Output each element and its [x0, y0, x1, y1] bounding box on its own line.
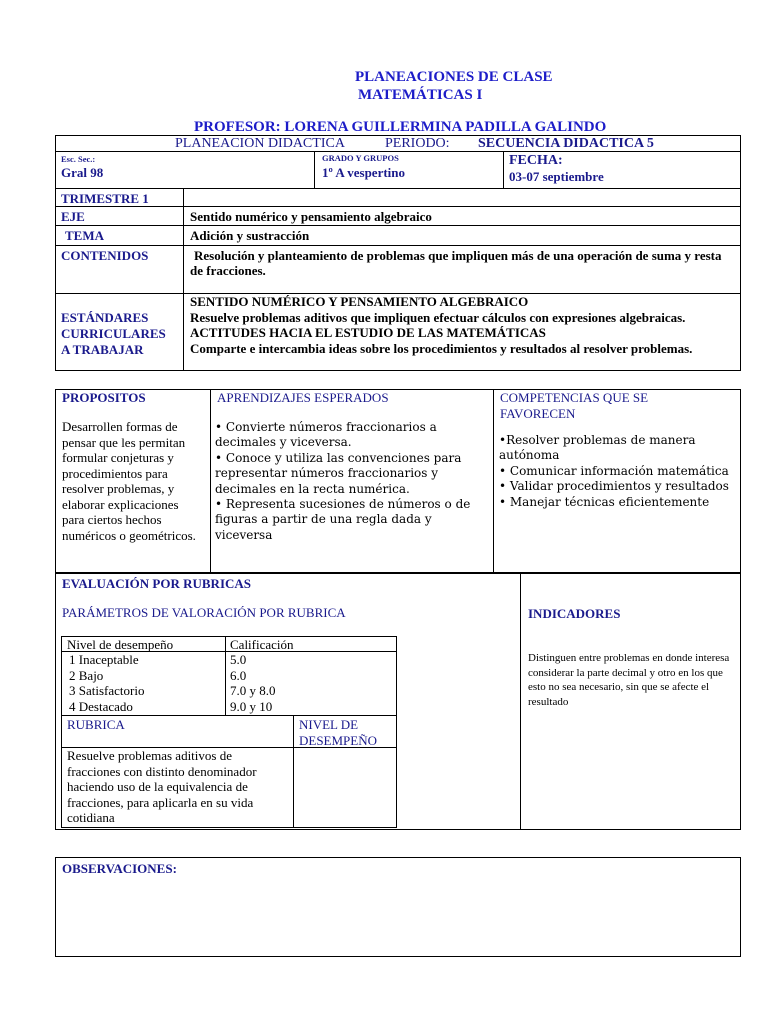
nivel-column: [69, 652, 144, 714]
profesor-name: PROFESOR: LORENA GUILLERMINA PADILLA GALINDO: [194, 119, 607, 135]
grado-value: 1º A vespertino: [322, 165, 406, 180]
parametros-label: PARÁMETROS DE VALORACIÓN POR RUBRICA: [62, 605, 346, 620]
table-row: 3 Satisfactorio: [69, 683, 145, 698]
evaluacion-header: EVALUACIÓN POR RUBRICAS: [62, 576, 252, 591]
aprendizaje-item: • Convierte números fraccionarios a decimales y viceversa.: [215, 420, 437, 450]
contenidos-label: CONTENIDOS: [61, 248, 149, 263]
tema-value: Adición y sustracción: [190, 228, 310, 243]
contenidos-value: Resolución y planteamiento de problemas que impliquen más de una operación de suma y resta de fracciones.: [190, 248, 722, 278]
esc-value: Gral 98: [61, 165, 104, 180]
title-line-2: MATEMÁTICAS I: [358, 87, 483, 103]
periodo-value: SECUENCIA DIDACTICA 5: [478, 136, 654, 151]
indicadores-header: INDICADORES: [528, 606, 621, 621]
competencias-header: COMPETENCIAS QUE SE FAVORECEN: [500, 390, 649, 421]
table-row: 1 Inaceptable: [69, 652, 139, 667]
trimestre-label: TRIMESTRE 1: [61, 191, 149, 206]
aprendizajes-list: [215, 420, 487, 543]
planeacion-label: PLANEACION DIDACTICA: [175, 136, 345, 151]
table-cell: 6.0: [230, 667, 247, 683]
aprendizaje-item: • Representa sucesiones de números o de figuras a partir de una regla dada y viceversa: [215, 497, 471, 542]
table-row: 4 Destacado: [69, 698, 133, 714]
rubrica-header: RUBRICA: [67, 717, 125, 732]
tema-label: TEMA: [65, 228, 104, 243]
competencia-item: • Manejar técnicas eficientemente: [499, 494, 710, 509]
competencia-item: • Validar procedimientos y resultados: [499, 479, 729, 494]
fecha-value: 03-07 septiembre: [509, 169, 604, 184]
propositos-header: PROPOSITOS: [62, 390, 146, 405]
rubrica-text: Resuelve problemas aditivos de fracciones con distinto denominador haciendo uso de la equivalencia de fracciones, para aplicarla en su vida cotidiana: [67, 748, 257, 825]
eje-label: EJE: [61, 209, 85, 224]
eje-value: Sentido numérico y pensamiento algebraico: [190, 209, 432, 224]
estandares-label: ESTÁNDARES CURRICULARES A TRABAJAR: [61, 310, 166, 357]
competencia-item: • Comunicar información matemática: [499, 463, 729, 478]
grado-label: GRADO Y GRUPOS: [322, 153, 399, 163]
nivel-desempeno-header: NIVEL DE DESEMPEÑO: [299, 717, 378, 748]
aprendizajes-header: APRENDIZAJES ESPERADOS: [217, 390, 389, 405]
propositos-text: Desarrollen formas de pensar que les permitan formular conjeturas y procedimientos para resolver problemas, y elaborar explicaciones para ciertos hechos numéricos o geométricos.: [62, 419, 196, 543]
fecha-label: FECHA:: [509, 153, 563, 168]
table-cell: 9.0 y 10: [230, 698, 273, 714]
periodo-label: PERIODO:: [385, 136, 450, 151]
calif-col-header: Calificación: [230, 637, 294, 652]
calif-column: [230, 652, 276, 714]
table-row: 2 Bajo: [69, 667, 104, 683]
competencia-item: •Resolver problemas de manera autónoma: [499, 433, 696, 463]
nivel-col-header: Nivel de desempeño: [67, 637, 174, 652]
observaciones-header: OBSERVACIONES:: [62, 861, 177, 876]
competencias-list: [499, 433, 734, 510]
esc-label: Esc. Sec.:: [61, 154, 96, 164]
estandares-value: SENTIDO NUMÉRICO Y PENSAMIENTO ALGEBRAICO Resuelve problemas aditivos que impliquen efectuar cálculos con expresiones algebraicas. ACTITUDES HACIA EL ESTUDIO DE LAS MATEMÁTICAS Comparte e intercambia ideas sobre los procedimientos y resultados al resolver problemas.: [190, 294, 693, 356]
indicadores-text: Distinguen entre problemas en donde interesa considerar la parte decimal y otro en los que esto no sea necesario, sin que se afecte el resultado: [528, 652, 730, 708]
title-line-1: PLANEACIONES DE CLASE: [355, 69, 553, 85]
table-cell: 7.0 y 8.0: [230, 683, 276, 698]
aprendizaje-item: • Conoce y utiliza las convenciones para representar números fraccionarios y decimales en la recta numérica.: [215, 450, 462, 496]
table-cell: 5.0: [230, 652, 247, 667]
